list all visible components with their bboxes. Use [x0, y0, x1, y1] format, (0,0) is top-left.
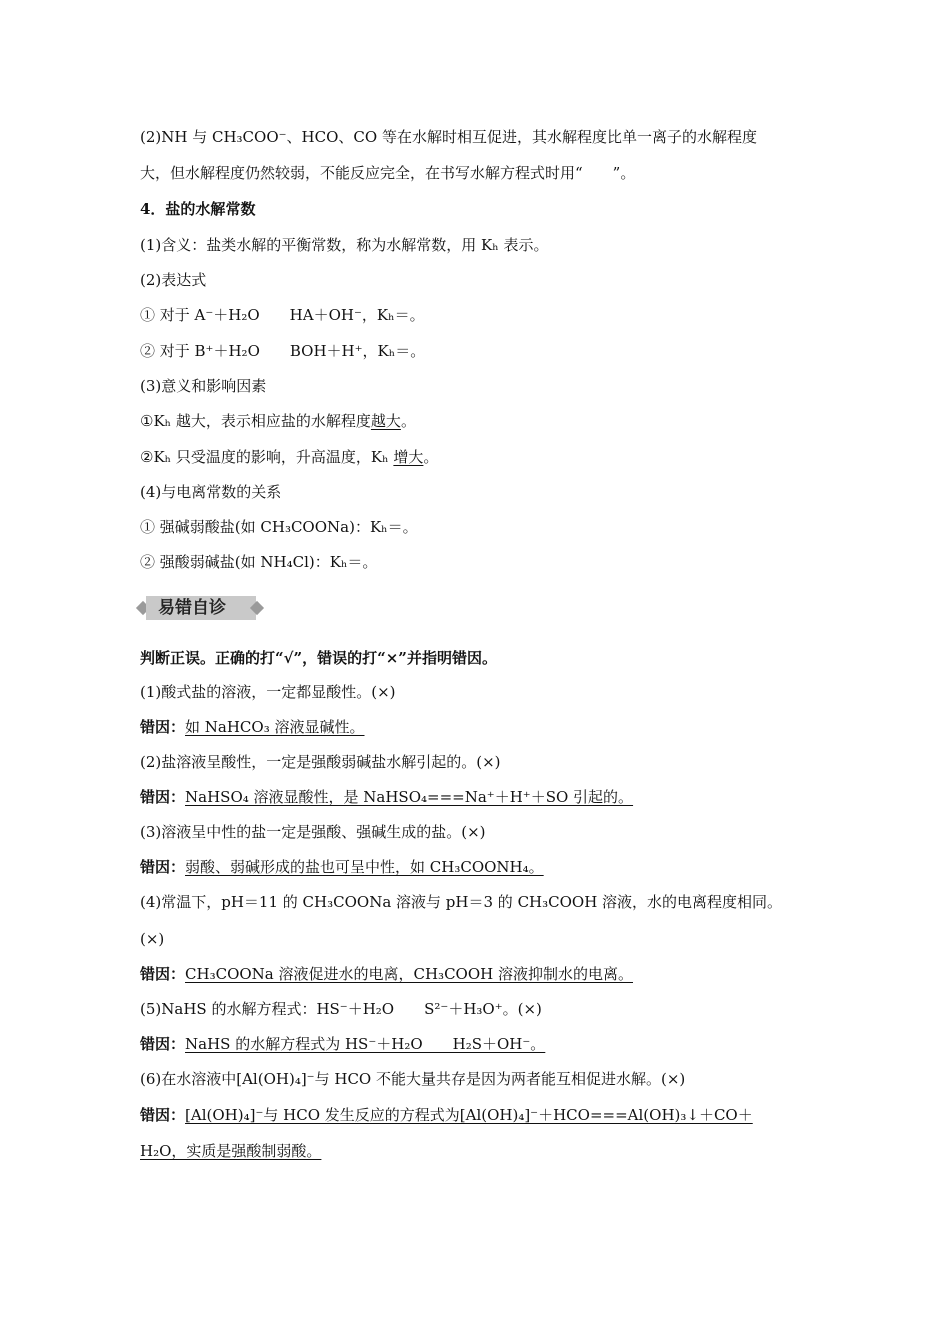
error-label: 错因： [140, 1106, 186, 1124]
formula-line: ① 对于 A⁻＋H₂O HA＋OH⁻，Kₕ＝。 [140, 306, 425, 324]
section-heading: 4．盐的水解常数 [140, 200, 256, 218]
error-text: [Al(OH)₄]⁻与 HCO 发生反应的方程式为[Al(OH)₄]⁻＋HCO===Al(OH)₃↓＋CO＋ [185, 1106, 753, 1124]
text-line: (4)与电离常数的关系 [140, 483, 282, 501]
error-reason-5 [140, 1034, 545, 1054]
error-reason-1 [140, 717, 365, 737]
formula-line: ② 强酸弱碱盐(如 NH₄Cl)：Kₕ＝。 [140, 553, 378, 571]
question-4: (4)常温下，pH＝11 的 CH₃COONa 溶液与 pH＝3 的 CH₃COOH 溶液，水的电离程度相同。 [140, 893, 783, 911]
error-reason-3 [140, 857, 544, 877]
error-reason-4 [140, 964, 633, 984]
error-label: 错因： [140, 1035, 186, 1053]
error-label: 错因： [140, 788, 186, 806]
text-segment: 。 [400, 412, 416, 430]
text-line: (3)意义和影响因素 [140, 377, 267, 395]
error-text: 如 NaHCO₃ 溶液显碱性。 [185, 718, 365, 736]
underlined-answer: 增大 [393, 448, 424, 466]
error-reason-6-cont [140, 1141, 321, 1161]
error-label: 错因： [140, 858, 186, 876]
question-4-mark: (×) [140, 930, 165, 948]
text-segment: ①Kₕ 越大，表示相应盐的水解程度 [140, 412, 371, 430]
underlined-answer: 越大 [370, 412, 401, 430]
text-line: (2)表达式 [140, 271, 207, 289]
text-line: (2)NH 与 CH₃COO⁻、HCO、CO 等在水解时相互促进，其水解程度比单一离子的水解程度 [140, 128, 757, 146]
text-line: 大，但水解程度仍然较弱，不能反应完全，在书写水解方程式时用“ ”。 [140, 164, 636, 182]
error-text: H₂O，实质是强酸制弱酸。 [140, 1142, 322, 1160]
error-text: CH₃COONa 溶液促进水的电离，CH₃COOH 溶液抑制水的电离。 [185, 965, 633, 983]
error-reason-6 [140, 1105, 753, 1125]
question-5: (5)NaHS 的水解方程式：HS⁻＋H₂O S²⁻＋H₃O⁺。(×) [140, 1000, 542, 1018]
formula-line: ② 对于 B⁺＋H₂O BOH＋H⁺，Kₕ＝。 [140, 342, 426, 360]
error-text: NaHSO₄ 溶液显酸性，是 NaHSO₄===Na⁺＋H⁺＋SO 引起的。 [185, 788, 634, 806]
question-6: (6)在水溶液中[Al(OH)₄]⁻与 HCO 不能大量共存是因为两者能互相促进水解。(×) [140, 1070, 686, 1088]
text-line [140, 411, 416, 431]
text-segment: ②Kₕ 只受温度的影响，升高温度，Kₕ [140, 448, 394, 466]
question-3: (3)溶液呈中性的盐一定是强酸、强碱生成的盐。(×) [140, 823, 486, 841]
section-banner [138, 594, 268, 622]
formula-line: ① 强碱弱酸盐(如 CH₃COONa)：Kₕ＝。 [140, 518, 418, 536]
banner-title: 易错自诊 [158, 598, 226, 618]
text-line [140, 447, 438, 467]
error-text: NaHS 的水解方程式为 HS⁻＋H₂O H₂S＋OH⁻。 [185, 1035, 546, 1053]
error-text: 弱酸、弱碱形成的盐也可呈中性，如 CH₃COONH₄。 [185, 858, 544, 876]
question-1: (1)酸式盐的溶液，一定都显酸性。(×) [140, 683, 396, 701]
instruction: 判断正误。正确的打“√”，错误的打“×”并指明错因。 [140, 649, 497, 667]
error-label: 错因： [140, 965, 186, 983]
text-segment: 。 [423, 448, 439, 466]
text-line: (1)含义：盐类水解的平衡常数，称为水解常数，用 Kₕ 表示。 [140, 236, 549, 254]
error-label: 错因： [140, 718, 186, 736]
question-2: (2)盐溶液呈酸性，一定是强酸弱碱盐水解引起的。(×) [140, 753, 501, 771]
error-reason-2 [140, 787, 633, 807]
